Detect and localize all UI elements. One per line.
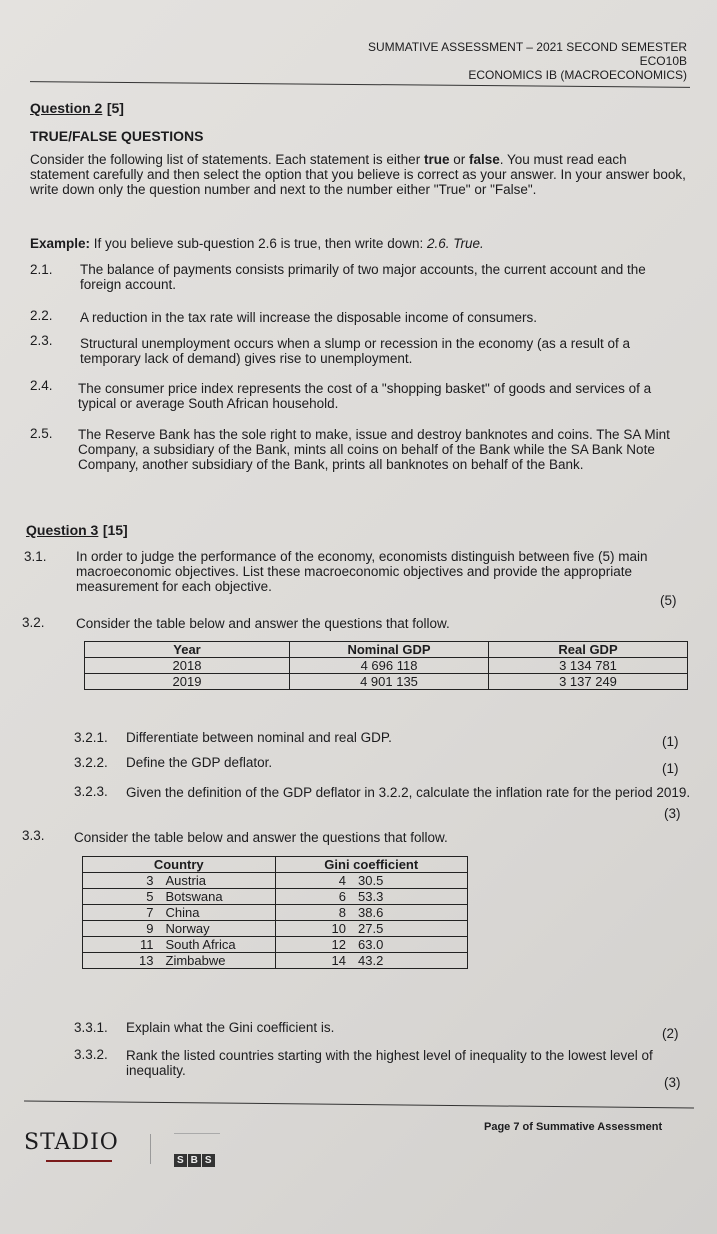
question-3-heading: [26, 522, 128, 540]
question-3-3-1-marks: (2): [662, 1026, 679, 1041]
gdp-table: [84, 641, 688, 690]
table-cell: 63.0: [352, 937, 468, 953]
table-cell: 3 134 781: [489, 658, 688, 674]
table-cell: South Africa: [160, 937, 276, 953]
question-3-2-2-marks: (1): [662, 761, 679, 776]
header-line-2: ECO10B: [639, 54, 687, 68]
logo-underline: [46, 1160, 112, 1162]
table-row: [83, 937, 468, 953]
page-number: Page 7 of Summative Assessment: [484, 1121, 663, 1133]
question-3-3-2-text: Rank the listed countries starting with the highest level of inequality to the lowest level of inequality.: [126, 1048, 653, 1078]
stadio-logo: STADIO: [24, 1130, 119, 1155]
table-cell: 6: [275, 889, 352, 905]
question-3-1-marks: (5): [660, 593, 677, 608]
footer-rule: [24, 1100, 694, 1108]
table-cell: 5: [83, 889, 160, 905]
table-cell: 14: [275, 953, 352, 969]
table-cell: Norway: [160, 921, 276, 937]
item-number: 3.3.1.: [74, 1020, 108, 1035]
table-cell: 2019: [85, 674, 290, 690]
statement-2-2: A reduction in the tax rate will increase the disposable income of consumers.: [80, 310, 537, 325]
question-2-intro: Consider the following list of statements. Each statement is either true or false. You must read each statement carefully and then select the option that you believe is correct as your answer. In your answer book, write down only the question number and next to the number either "True" or "False".: [30, 152, 686, 197]
table-cell: 53.3: [352, 889, 468, 905]
item-number: 2.3.: [30, 333, 53, 348]
table-header-row: [83, 857, 468, 873]
question-2-example: Example: If you believe sub-question 2.6 is true, then write down: 2.6. True.: [30, 236, 484, 251]
table-cell: China: [160, 905, 276, 921]
table-row: [83, 889, 468, 905]
item-number: 3.3.: [22, 828, 45, 843]
question-3-2-1-text: Differentiate between nominal and real GDP.: [126, 730, 392, 745]
question-3-2-1-marks: (1): [662, 734, 679, 749]
question-3-title: Question 3: [26, 522, 99, 538]
question-3-2-3-marks: (3): [664, 806, 681, 821]
table-header: Nominal GDP: [290, 642, 489, 658]
table-cell: 27.5: [352, 921, 468, 937]
table-cell: Botswana: [160, 889, 276, 905]
question-3-3-1-text: Explain what the Gini coefficient is.: [126, 1020, 335, 1035]
header-line-1: SUMMATIVE ASSESSMENT – 2021 SECOND SEMESTER: [368, 40, 687, 54]
statement-2-1: The balance of payments consists primarily of two major accounts, the current account and the foreign account.: [80, 262, 646, 292]
statement-2-3: Structural unemployment occurs when a slump or recession in the economy (as a result of a temporary lack of demand) gives rise to unemployment.: [80, 336, 631, 366]
table-cell: 38.6: [352, 905, 468, 921]
table-cell: 4: [275, 873, 352, 889]
table-cell: 7: [83, 905, 160, 921]
item-number: 3.1.: [24, 549, 47, 564]
table-cell: 3 137 249: [489, 674, 688, 690]
table-cell: 4 696 118: [290, 658, 489, 674]
table-header: Real GDP: [489, 642, 688, 658]
statement-2-5: The Reserve Bank has the sole right to make, issue and destroy banknotes and coins. The SA Mint Company, a subsidiary of the Bank, mints all coins on behalf of the Bank while the SA Bank Note Company, another subsidiary of the Bank, prints all banknotes on behalf of the Bank.: [78, 427, 670, 472]
table-header: Year: [85, 642, 290, 658]
item-number: 3.2.3.: [74, 784, 108, 799]
question-3-2-text: Consider the table below and answer the questions that follow.: [76, 616, 450, 631]
item-number: 3.2.: [22, 615, 45, 630]
table-row: [83, 953, 468, 969]
logo-divider: [150, 1134, 151, 1164]
table-cell: Zimbabwe: [160, 953, 276, 969]
sbs-logo: S B S: [174, 1150, 216, 1168]
question-2-subtitle: TRUE/FALSE QUESTIONS: [30, 128, 204, 144]
item-number: 2.5.: [30, 426, 53, 441]
item-number: 2.1.: [30, 262, 53, 277]
table-cell: 9: [83, 921, 160, 937]
table-row: [83, 905, 468, 921]
item-number: 3.2.1.: [74, 730, 108, 745]
item-number: 3.2.2.: [74, 755, 108, 770]
table-header-row: [85, 642, 688, 658]
table-cell: 10: [275, 921, 352, 937]
sbs-rule: [174, 1133, 220, 1134]
header-line-3: ECONOMICS IB (MACROECONOMICS): [468, 68, 687, 82]
table-cell: 8: [275, 905, 352, 921]
table-cell: 2018: [85, 658, 290, 674]
question-3-2-2-text: Define the GDP deflator.: [126, 755, 273, 770]
table-header: Gini coefficient: [275, 857, 468, 873]
item-number: 2.2.: [30, 308, 53, 323]
table-cell: 4 901 135: [290, 674, 489, 690]
table-cell: 30.5: [352, 873, 468, 889]
question-2-marks: [5]: [106, 100, 124, 116]
table-cell: 13: [83, 953, 160, 969]
table-row: [83, 921, 468, 937]
item-number: 2.4.: [30, 378, 53, 393]
header-rule: [30, 81, 690, 88]
question-3-2-3-text: Given the definition of the GDP deflator in 3.2.2, calculate the inflation rate for the period 2019.: [126, 785, 691, 800]
item-number: 3.3.2.: [74, 1047, 108, 1062]
question-3-3-2-marks: (3): [664, 1075, 681, 1090]
table-header: Country: [83, 857, 276, 873]
question-2-heading: [30, 100, 124, 118]
table-cell: Austria: [160, 873, 276, 889]
table-cell: 11: [83, 937, 160, 953]
table-cell: 43.2: [352, 953, 468, 969]
table-row: [85, 658, 688, 674]
table-row: [85, 674, 688, 690]
table-cell: 12: [275, 937, 352, 953]
question-3-3-text: Consider the table below and answer the questions that follow.: [74, 830, 448, 845]
question-3-marks: [15]: [102, 522, 128, 538]
question-2-title: Question 2: [30, 100, 103, 116]
gini-table: [82, 856, 468, 969]
question-3-1-text: In order to judge the performance of the economy, economists distinguish between five (5) main macroeconomic objectives. List these macroeconomic objectives and provide the appropriate measurement for each objective.: [76, 549, 648, 594]
statement-2-4: The consumer price index represents the cost of a "shopping basket" of goods and services of a typical or average South African household.: [78, 381, 652, 411]
table-row: [83, 873, 468, 889]
document-header: [368, 40, 687, 82]
table-cell: 3: [83, 873, 160, 889]
